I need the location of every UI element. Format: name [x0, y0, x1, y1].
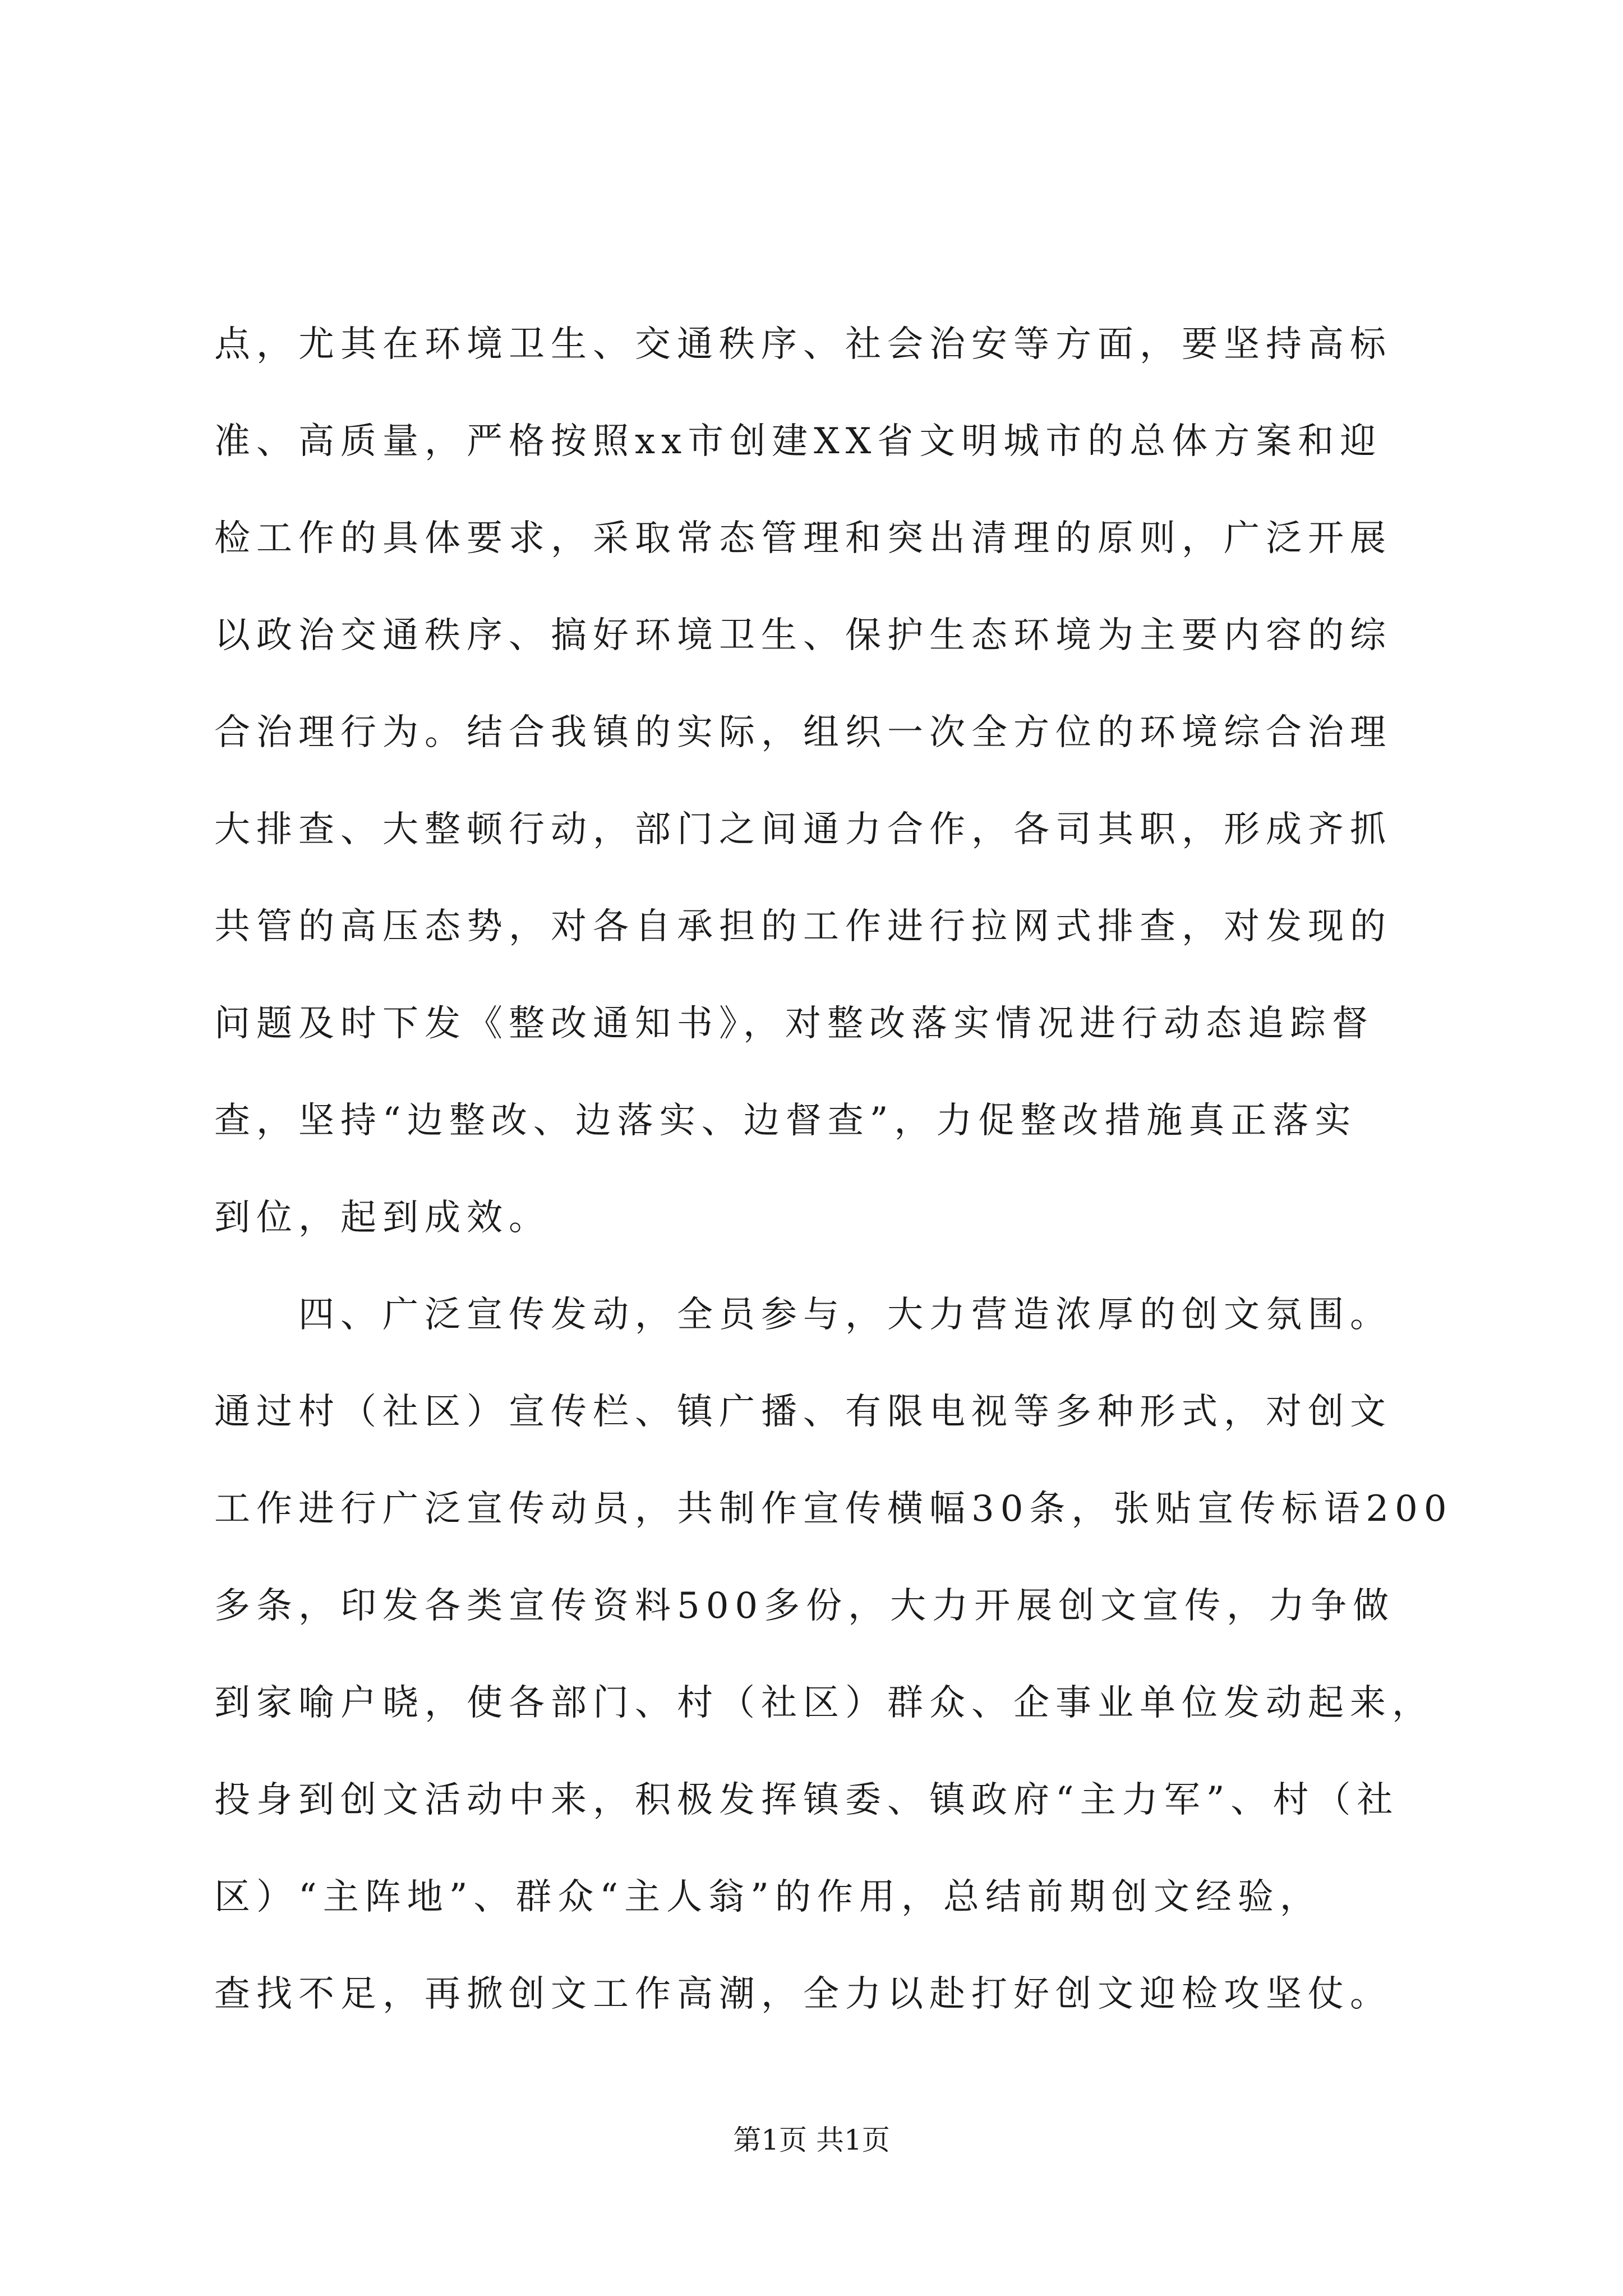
- section-heading-line: 四、广泛宣传发动，全员参与，大力营造浓厚的创文氛围。: [298, 1294, 1392, 1336]
- text-line: 合治理行为。结合我镇的实际，组织一次全方位的环境综合治理: [214, 712, 1392, 753]
- text-line: 投身到创文活动中来，积极发挥镇委、镇政府“主力军”、村（社: [214, 1779, 1399, 1821]
- text-line: 工作进行广泛宣传动员，共制作宣传横幅30条，张贴宣传标语200: [214, 1488, 1453, 1530]
- text-line: 问题及时下发《整改通知书》，对整改落实情况进行动态追踪督: [214, 1003, 1374, 1045]
- page-number-footer: 第1页 共1页: [733, 2124, 890, 2156]
- text-line: 到家喻户晓，使各部门、村（社区）群众、企事业单位发动起来，: [214, 1682, 1434, 1724]
- text-line: 检工作的具体要求，采取常态管理和突出清理的原则，广泛开展: [214, 518, 1392, 559]
- text-line: 点，尤其在环境卫生、交通秩序、社会治安等方面，要坚持高标: [214, 324, 1392, 365]
- text-line: 大排查、大整顿行动，部门之间通力合作，各司其职，形成齐抓: [214, 809, 1392, 850]
- text-line: 以政治交通秩序、搞好环境卫生、保护生态环境为主要内容的综: [214, 615, 1392, 656]
- text-line: 到位，起到成效。: [214, 1197, 551, 1239]
- document-body: [214, 296, 1453, 2043]
- text-line: 准、高质量，严格按照xx市创建XX省文明城市的总体方案和迎: [214, 421, 1382, 462]
- text-line: 多条，印发各类宣传资料500多份，大力开展创文宣传，力争做: [214, 1585, 1395, 1627]
- text-line: 共管的高压态势，对各自承担的工作进行拉网式排查，对发现的: [214, 906, 1392, 947]
- text-line: 查，坚持“边整改、边落实、边督查”，力促整改措施真正落实: [214, 1100, 1357, 1142]
- text-line: 通过村（社区）宣传栏、镇广播、有限电视等多种形式，对创文: [214, 1391, 1392, 1433]
- text-line: 查找不足，再掀创文工作高潮，全力以赴打好创文迎检攻坚仗。: [214, 1973, 1392, 2015]
- text-line: 区）“主阵地”、群众“主人翁”的作用，总结前期创文经验，: [214, 1876, 1322, 1918]
